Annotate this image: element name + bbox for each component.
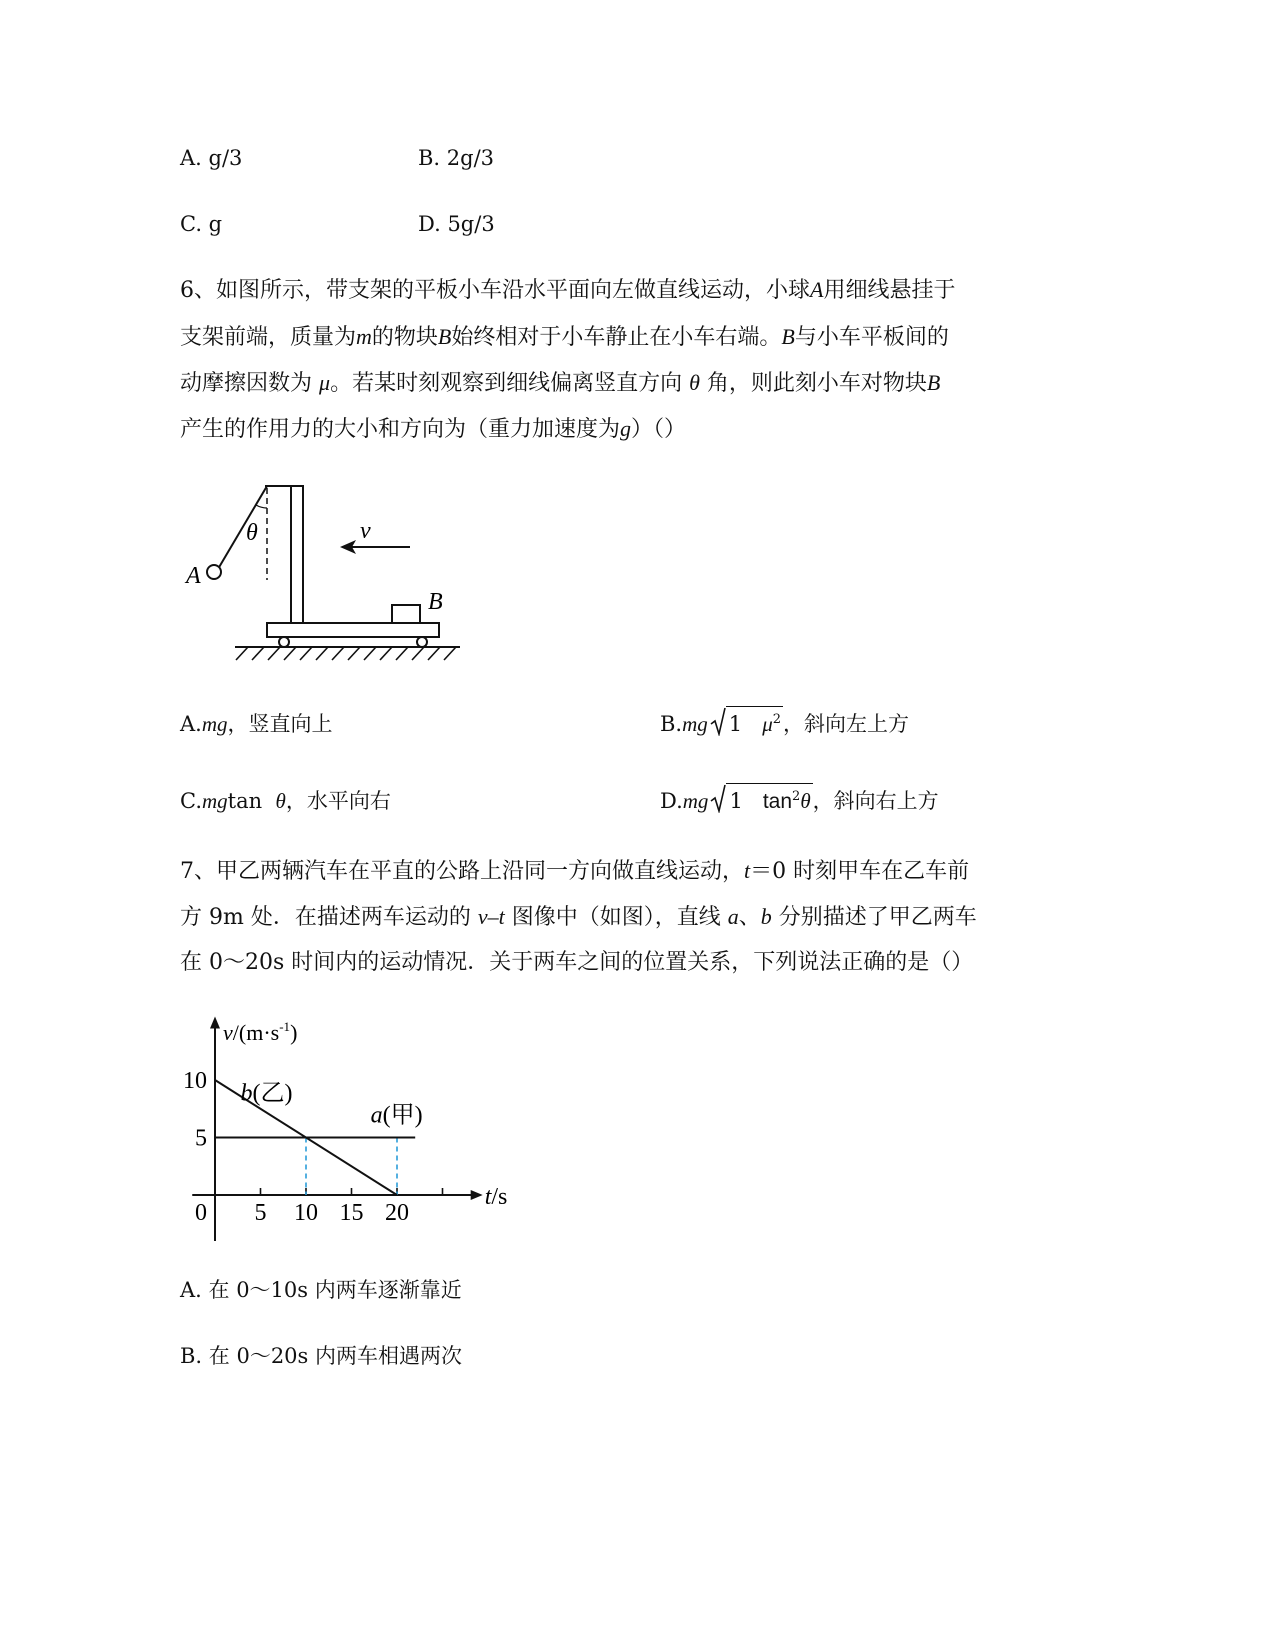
wheel-right — [417, 637, 427, 647]
ground-hatching — [236, 647, 456, 660]
q6-option-d: D.mg 1 $\tan^2\theta$，斜向右上方 — [660, 783, 939, 817]
series-label-a: a(甲) — [370, 1102, 423, 1129]
q6-line-2: 支架前端，质量为m的物块B始终相对于小车静止在小车右端。B与小车平板间的 — [180, 324, 949, 350]
y-axis-arrowhead — [210, 1017, 220, 1029]
q6-option-b: B.mg 1 $\mu^2$，斜向左上方 — [660, 706, 909, 740]
q6-line-3: 动摩擦因数为 μ。若某时刻观察到细线偏离竖直方向 θ 角，则此刻小车对物块B — [180, 370, 941, 396]
q6-option-a: A.mg，竖直向上 — [180, 712, 333, 736]
q6-line-4: 产生的作用力的大小和方向为（重力加速度为g）（） — [180, 416, 687, 442]
x-tick-label: 5 — [254, 1200, 267, 1226]
pendulum-string — [218, 486, 267, 569]
q5-option-c: C. g — [180, 212, 223, 236]
x-tick-label: 20 — [385, 1200, 409, 1226]
q7-line-2: 方 9m 处．在描述两车运动的 v–t 图像中（如图），直线 a、b 分别描述了甲乙两车 — [180, 904, 977, 930]
q7-option-a: A. 在 0～10s 内两车逐渐靠近 — [180, 1278, 462, 1302]
label-a: A — [186, 563, 201, 589]
series-label-b: b(乙) — [240, 1080, 293, 1107]
support-post — [291, 486, 303, 623]
label-v: v — [360, 518, 371, 544]
y-tick-label: 5 — [195, 1125, 207, 1152]
sqrt-symbol: 1 $\tan^2\theta$ — [710, 783, 812, 817]
sqrt-symbol: 1 $\mu^2$ — [710, 706, 783, 740]
q6-number: 6、 — [180, 278, 216, 303]
x-tick-label: 10 — [294, 1200, 318, 1226]
label-theta: θ — [246, 520, 258, 546]
label-b: B — [428, 589, 443, 615]
q7-number: 7、 — [180, 859, 216, 884]
q5-option-b: B. 2g/3 — [418, 146, 495, 170]
x-axis-arrowhead — [471, 1190, 483, 1200]
q5-option-a: A. g/3 — [180, 146, 243, 170]
q7-line-1: 7、甲乙两辆汽车在平直的公路上沿同一方向做直线运动，t＝0 时刻甲车在乙车前 — [180, 858, 970, 884]
cart-platform — [267, 623, 439, 637]
y-tick-label: 10 — [183, 1068, 207, 1094]
x-axis-label: t/s — [484, 1184, 508, 1210]
radical-sign-icon — [710, 783, 726, 813]
radical-sign-icon — [710, 706, 726, 736]
ball-a — [207, 565, 221, 579]
q7-option-b: B. 在 0～20s 内两车相遇两次 — [180, 1344, 462, 1368]
block-b — [392, 605, 420, 623]
cart-diagram — [180, 478, 480, 668]
q6-line-1: 6、如图所示，带支架的平板小车沿水平面向左做直线运动，小球A用细线悬挂于 — [180, 277, 956, 303]
vt-axes — [192, 1017, 482, 1242]
y-axis-label: $v/(m\cdot s^{-1})$ — [223, 1019, 298, 1045]
q5-option-d: D. 5g/3 — [418, 212, 495, 236]
theta-arc — [256, 505, 267, 508]
x-tick-label: 0 — [195, 1200, 207, 1226]
wheel-left — [279, 637, 289, 647]
x-tick-label: 15 — [339, 1200, 364, 1226]
q6-option-c: C.mgtan θ，水平向右 — [180, 789, 391, 813]
vt-graph — [175, 1010, 535, 1245]
q7-line-3: 在 0～20s 时间内的运动情况．关于两车之间的位置关系，下列说法正确的是（） — [180, 950, 974, 975]
